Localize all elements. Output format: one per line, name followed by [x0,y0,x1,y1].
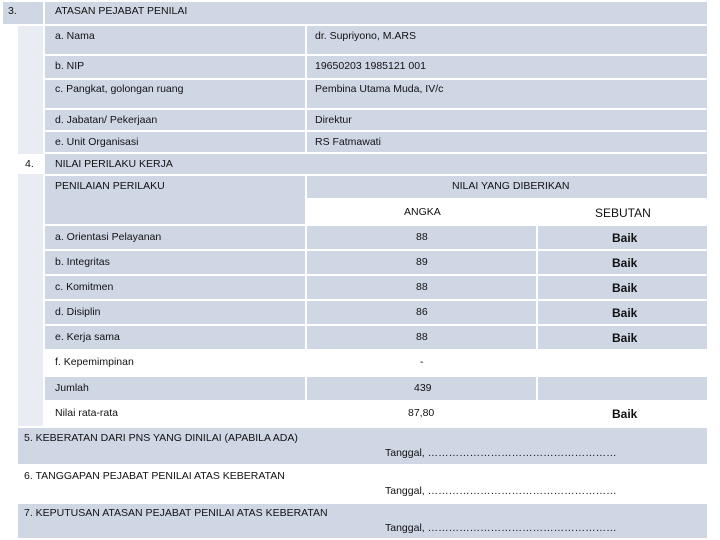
section4-number-cell [3,154,43,174]
row-integritas-label: b. Integritas [55,256,110,268]
row-jabatan-label: d. Jabatan/ Pekerjaan [55,114,158,126]
row-orientasi-sebutan: Baik [612,231,638,245]
row-komitmen-angka: 88 [416,281,428,293]
row-komitmen-sebutan: Baik [612,281,638,295]
row-komitmen-label: c. Komitmen [55,281,114,293]
row-jabatan-value-cell [307,110,707,130]
row-disiplin-angka: 86 [416,306,428,318]
header-penilaian: PENILAIAN PERILAKU [55,180,165,192]
section3-number: 3. [8,5,17,17]
row-pangkat-label: c. Pangkat, golongan ruang [55,83,184,95]
row-disiplin-label: d. Disiplin [55,306,101,318]
row-nip-value: 19650203 1985121 001 [315,60,426,72]
row-unit-value: RS Fatmawati [315,136,381,148]
section5-title: 5. KEBERATAN DARI PNS YANG DINILAI (APABILA ADA) [24,432,298,444]
header-nilai: NILAI YANG DIBERIKAN [452,180,570,192]
row-jabatan-value: Direktur [315,114,352,126]
row-integritas-sebutan: Baik [612,256,638,270]
section5-tanggal[interactable]: Tanggal, ……………………………………………… [385,447,617,459]
row-kepemimpinan-sebutan-cell [538,351,707,375]
row-nama-value: dr. Supriyono, M.ARS [315,30,416,42]
row-jumlah-empty-cell [538,377,707,400]
row-orientasi-label: a. Orientasi Pelayanan [55,231,162,243]
jumlah-label: Jumlah [55,382,89,394]
left-margin-strip [18,26,43,426]
rata-sebutan: Baik [612,407,638,421]
row-pangkat-value: Pembina Utama Muda, IV/c [315,83,444,95]
row-unit-label: e. Unit Organisasi [55,136,139,148]
header-angka: ANGKA [404,206,441,218]
row-kepemimpinan-label: f. Kepemimpinan [55,356,134,368]
section7-title: 7. KEPUTUSAN ATASAN PEJABAT PENILAI ATAS KEBERATAN [24,507,328,519]
row-nip-label: b. NIP [55,60,85,72]
rata-value: 87,80 [408,407,435,419]
section7-tanggal[interactable]: Tanggal, ……………………………………………… [385,522,617,534]
row-disiplin-sebutan: Baik [612,306,638,320]
section6-tanggal[interactable]: Tanggal, ……………………………………………… [385,485,617,497]
section6-title: 6. TANGGAPAN PEJABAT PENILAI ATAS KEBERATAN [24,470,285,482]
rata-label: Nilai rata-rata [55,407,119,419]
section4-title: NILAI PERILAKU KERJA [55,158,173,170]
section4-number: 4. [25,158,34,170]
row-orientasi-angka: 88 [416,231,428,243]
jumlah-value: 439 [414,382,432,394]
header-sebutan: SEBUTAN [595,206,651,220]
row-nama-label: a. Nama [55,30,95,42]
row-integritas-angka: 89 [416,256,428,268]
row-kerjasama-sebutan: Baik [612,331,638,345]
row-kerjasama-label: e. Kerja sama [55,331,120,343]
row-kerjasama-angka: 88 [416,331,428,343]
row-kepemimpinan-angka: - [420,356,424,368]
section3-title: ATASAN PEJABAT PENILAI [55,5,188,17]
